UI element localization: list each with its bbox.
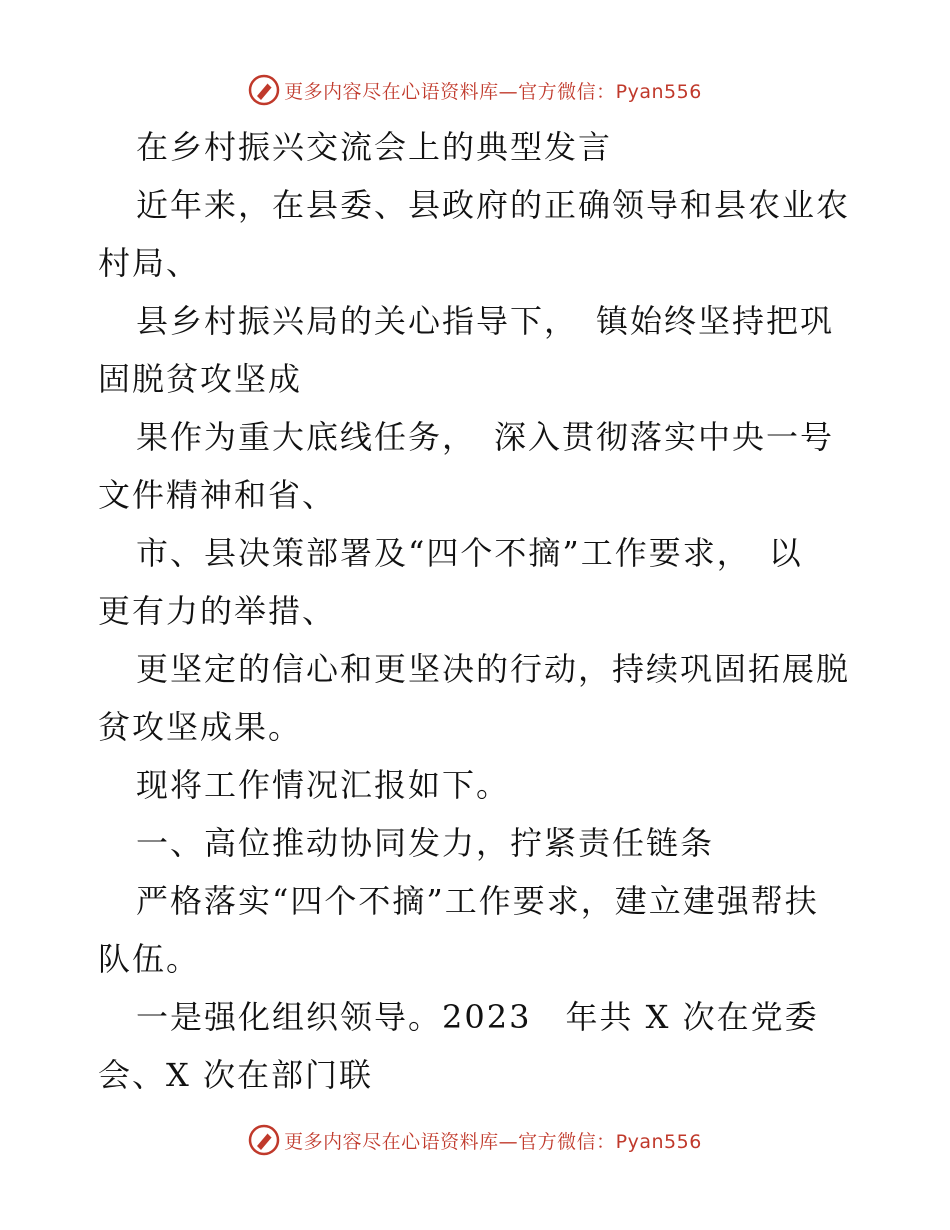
paragraph-line: 文件精神和省、	[98, 476, 337, 514]
paragraph-line: 严格落实“四个不摘”工作要求，建立建强帮扶	[136, 882, 819, 920]
paragraph-line: 村局、	[98, 244, 201, 282]
paragraph-line: 县乡村振兴局的关心指导下， 镇始终坚持把巩	[136, 302, 835, 340]
paragraph-line: 队伍。	[98, 940, 201, 978]
pen-logo-icon	[248, 1124, 280, 1156]
paragraph-line: 一是强化组织领导。2023 年共 X 次在党委	[136, 998, 819, 1036]
pen-logo-icon	[248, 74, 280, 106]
paragraph-line: 会、X 次在部门联	[98, 1056, 373, 1094]
paragraph-line: 市、县决策部署及“四个不摘”工作要求， 以	[136, 534, 803, 572]
document-body	[98, 118, 858, 1104]
document-title: 在乡村振兴交流会上的典型发言	[136, 128, 613, 166]
section-heading: 一、高位推动协同发力，拧紧责任链条	[136, 824, 715, 862]
paragraph-line: 固脱贫攻坚成	[98, 360, 303, 398]
paragraph-line: 果作为重大底线任务， 深入贯彻落实中央一号	[136, 418, 835, 456]
footer-watermark-banner	[0, 1120, 950, 1160]
paragraph-line: 贫攻坚成果。	[98, 708, 303, 746]
paragraph-line: 更有力的举措、	[98, 592, 337, 630]
header-banner-text: 更多内容尽在心语资料库—官方微信：Pyan556	[284, 80, 702, 103]
header-watermark-banner	[0, 70, 950, 110]
paragraph-line: 现将工作情况汇报如下。	[136, 766, 511, 804]
paragraph-line: 近年来，在县委、县政府的正确领导和县农业农	[136, 186, 851, 224]
footer-banner-text: 更多内容尽在心语资料库—官方微信：Pyan556	[284, 1130, 702, 1153]
paragraph-line: 更坚定的信心和更坚决的行动，持续巩固拓展脱	[136, 650, 851, 688]
